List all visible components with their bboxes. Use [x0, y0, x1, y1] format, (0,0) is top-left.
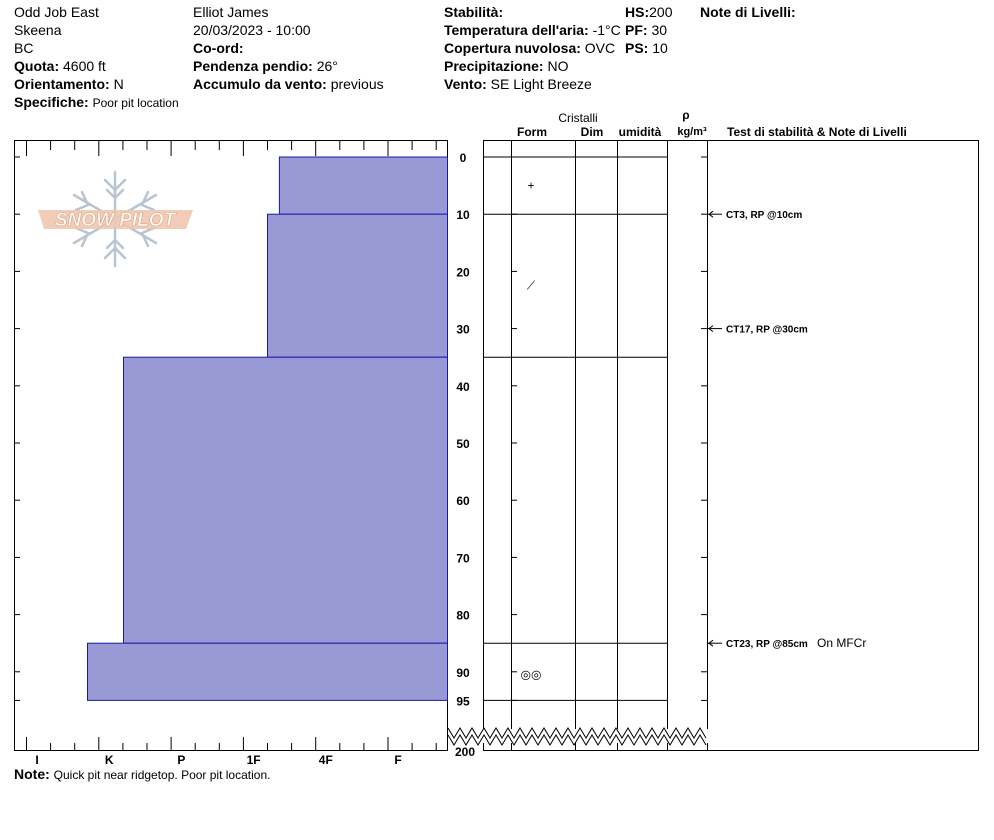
hardness-bar	[124, 357, 448, 643]
depth-axis	[455, 151, 475, 759]
depth-tick-label: 90	[456, 665, 470, 680]
sky-value: OVC	[584, 40, 616, 56]
layer-note-text: On MFCr	[817, 636, 867, 651]
hardness-bar	[268, 214, 448, 357]
air-temp-label: Temperatura dell'aria:	[444, 22, 589, 38]
depth-bottom-label: 200	[454, 745, 476, 759]
pit-range: Skeena	[14, 22, 62, 38]
depth-tick-label: 10	[456, 208, 470, 223]
grain-form-symbol: ⟋	[526, 278, 536, 293]
aspect-value: N	[113, 76, 124, 92]
note-value: Quick pit near ridgetop. Poor pit location.	[53, 768, 271, 782]
depth-tick-label: 20	[456, 265, 470, 280]
stability-test-label: CT3, RP @10cm	[726, 210, 803, 222]
form-header: Form	[517, 125, 547, 139]
ps-value: 10	[652, 40, 668, 56]
rho-header: ρ	[682, 108, 690, 122]
depth-tick-label: 50	[456, 437, 470, 451]
moisture-header: umidità	[618, 125, 662, 139]
grain-form-symbol: ◎◎	[520, 667, 542, 682]
layer-table-frame	[484, 141, 979, 751]
depth-tick-label: 0	[459, 151, 467, 165]
observer-name: Elliot James	[193, 4, 269, 20]
precip-value: NO	[547, 58, 569, 74]
depth-tick-label: 70	[456, 551, 470, 566]
stability-tests-header: Test di stabilità & Note di Livelli	[727, 125, 907, 139]
slope-label: Pendenza pendio:	[193, 58, 313, 74]
hardness-tick-label: F	[394, 753, 402, 767]
grain-form-symbol: +	[527, 178, 535, 193]
hs-label: HS:	[625, 4, 650, 20]
snowpilot-watermark	[38, 172, 193, 266]
hardness-bar	[279, 157, 447, 214]
coord-label: Co-ord:	[193, 40, 244, 56]
depth-break-zigzag	[448, 728, 708, 745]
pf-label: PF:	[625, 22, 648, 38]
hardness-tick-label: I	[35, 753, 39, 767]
crystals-header: Cristalli	[558, 111, 598, 125]
air-temp-value: -1°C	[592, 22, 621, 38]
layer-table-lines	[484, 141, 708, 751]
depth-tick-label: 30	[456, 322, 470, 337]
grain-symbols	[521, 179, 542, 682]
stability-label: Stabilità:	[444, 4, 504, 20]
note-row	[14, 766, 270, 782]
elevation-label: Quota:	[14, 58, 60, 74]
hardness-tick-label: P	[177, 753, 186, 767]
hardness-tick-label: 1F	[246, 753, 261, 767]
ps-label: PS:	[625, 40, 649, 56]
depth-tick-label: 95	[456, 694, 470, 709]
precip-label: Precipitazione:	[444, 58, 544, 74]
observation-datetime: 20/03/2023 - 10:00	[193, 22, 311, 38]
hardness-axis	[35, 753, 401, 767]
note-label: Note:	[14, 766, 50, 782]
pf-value: 30	[651, 22, 668, 38]
watermark-text: SNOW PILOT	[54, 210, 176, 231]
pit-region: BC	[14, 40, 34, 56]
slope-value: 26°	[316, 58, 338, 74]
pit-location: Odd Job East	[14, 4, 99, 20]
layer-notes-label: Note di Livelli:	[700, 4, 796, 20]
elevation-value: 4600 ft	[63, 58, 106, 74]
hardness-tick-label: 4F	[318, 753, 333, 767]
hardness-tick-label: K	[104, 753, 114, 767]
stability-test-label: CT23, RP @85cm	[726, 639, 808, 651]
depth-tick-label: 80	[456, 608, 470, 623]
wind-loading-value: previous	[330, 76, 384, 92]
wind-value: SE Light Breeze	[490, 76, 592, 92]
aspect-label: Orientamento:	[14, 76, 110, 92]
specifics-value: Poor pit location	[92, 96, 179, 110]
specifics-label: Specifiche:	[14, 94, 89, 110]
hs-value: 200	[649, 4, 673, 20]
wind-label: Vento:	[444, 76, 487, 92]
stability-test-notes	[708, 210, 867, 650]
wind-loading-label: Accumulo da vento:	[193, 76, 327, 92]
hardness-bar	[88, 643, 448, 700]
sky-label: Copertura nuvolosa:	[444, 40, 581, 56]
density-unit-header: kg/m³	[677, 126, 707, 138]
depth-tick-label: 40	[456, 379, 470, 394]
stability-test-label: CT17, RP @30cm	[726, 324, 808, 336]
size-header: Dim	[580, 125, 604, 139]
depth-tick-label: 60	[456, 494, 470, 509]
hardness-bars	[88, 157, 448, 700]
